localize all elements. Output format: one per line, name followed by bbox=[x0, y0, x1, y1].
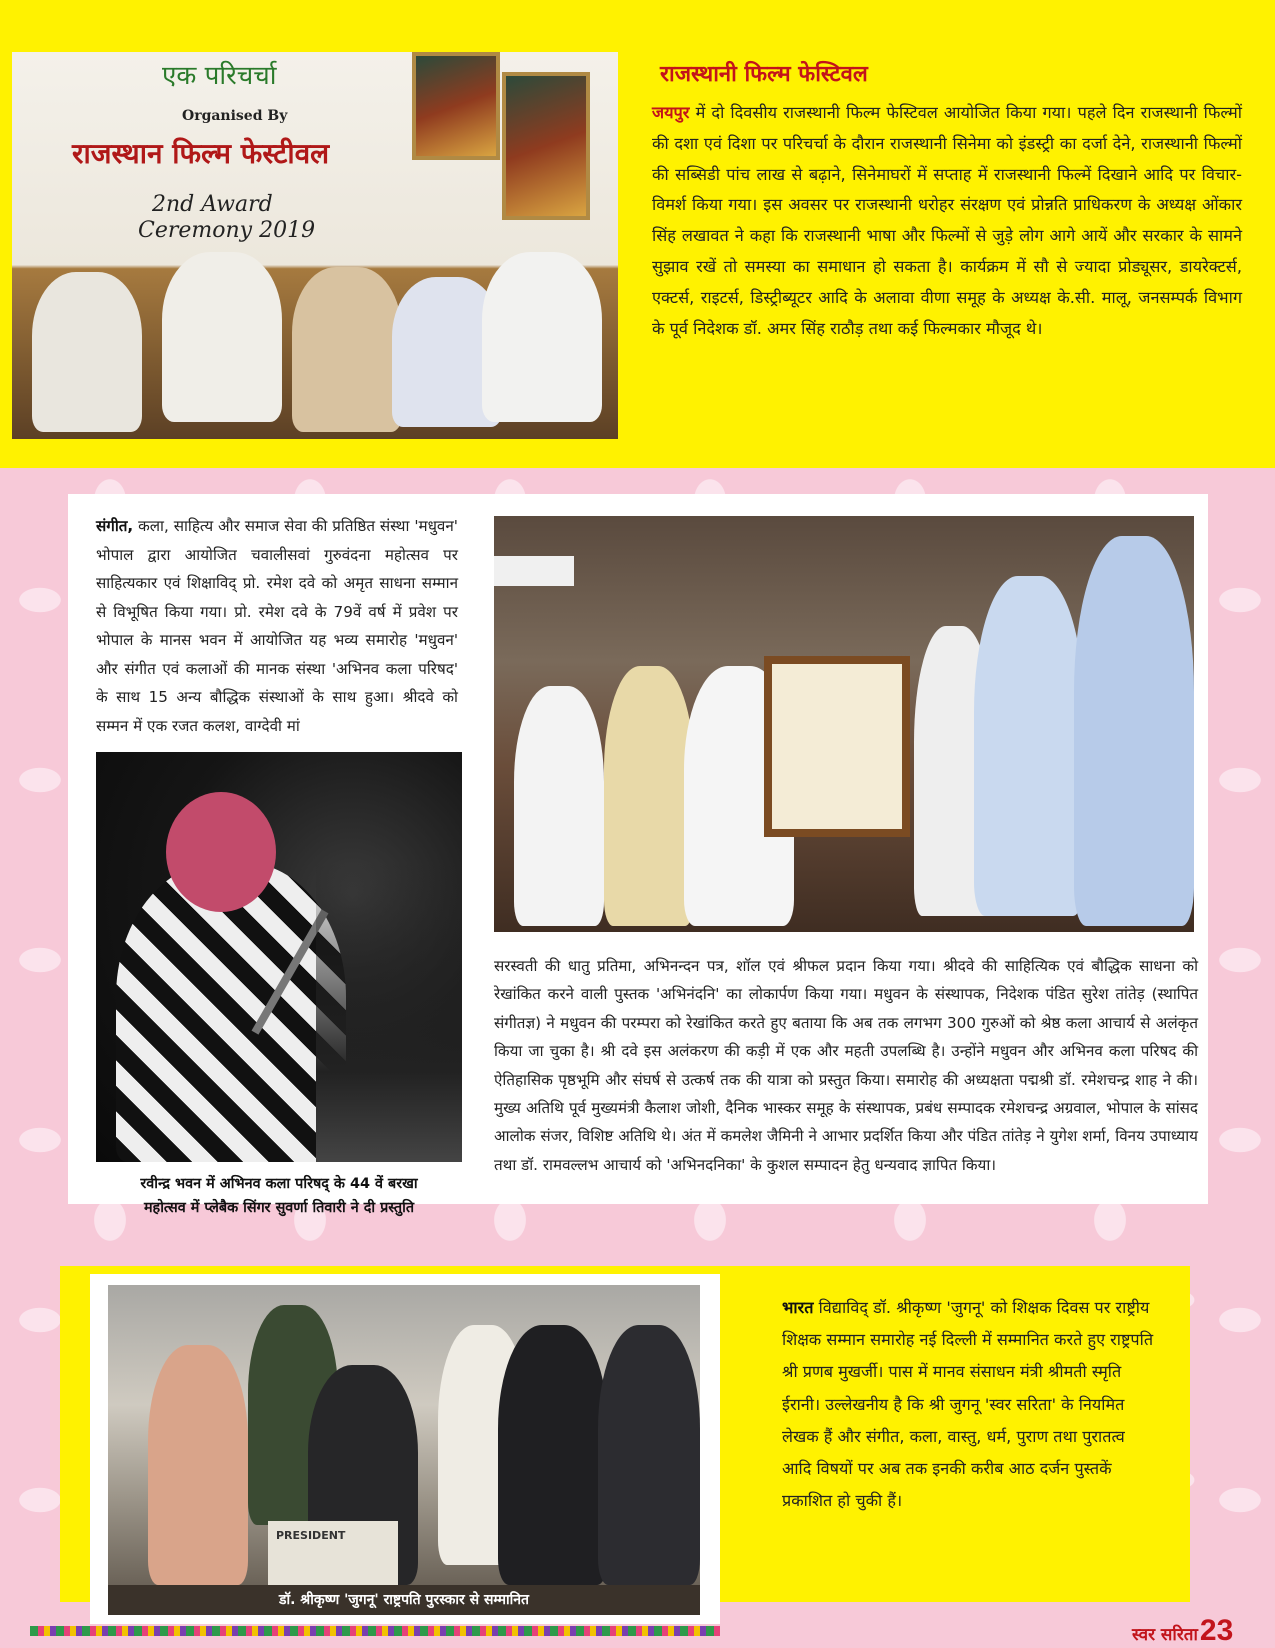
page-number: 23 bbox=[1199, 1614, 1234, 1647]
article-lead: जयपुर bbox=[652, 103, 690, 122]
banner-line-2: Organised By bbox=[182, 108, 288, 124]
singer-photo bbox=[96, 752, 462, 1162]
stage-equipment bbox=[316, 862, 462, 1162]
article-body bbox=[782, 1292, 1158, 1517]
standing-person bbox=[1074, 536, 1194, 926]
wall-painting bbox=[412, 52, 500, 160]
banner-line-5: Ceremony 2019 bbox=[138, 218, 316, 243]
singer-caption bbox=[96, 1172, 462, 1220]
article-lead: संगीत, bbox=[96, 517, 134, 535]
standing-person bbox=[498, 1325, 608, 1585]
seated-person bbox=[162, 252, 282, 422]
seated-person bbox=[292, 267, 402, 432]
seated-person bbox=[482, 252, 602, 422]
air-conditioner bbox=[494, 556, 574, 586]
article-text: में दो दिवसीय राजस्थानी फिल्म फेस्टिवल आयोजित किया गया। पहले दिन राजस्थानी फिल्मों की दशा एवं दिशा पर परिचर्चा के दौरान राजस्थानी सिनेमा को इंडस्ट्री का दर्जा देने, राजस्थानी फिल्मों की सब्सिडी पांच लाख से बढ़ाने, सिनेमाघरों में सप्ताह में राजस्थानी फिल्में दिखाने आदि पर विचार-विमर्श किया गया। इस अवसर पर राजस्थानी धरोहर संरक्षण एवं प्रोन्नति प्राधिकरण के अध्यक्ष ओंकार सिंह लखावत ने कहा कि राजस्थानी भाषा और फिल्मों से जुड़े लोग आगे आयें और सरकार के सामने सुझाव रखें तो समस्या का समाधान हो सकता है। कार्यक्रम में सौ से ज्यादा प्रोड्यूसर, डायरेक्टर्स, एक्टर्स, राइटर्स, डिस्ट्रीब्यूटर आदि के अलावा वीणा समूह के अध्यक्ष के.सी. मालू, जनसम्पर्क विभाग के पूर्व निदेशक डॉ. अमर सिंह राठौड़ तथा कई फिल्मकार मौजूद थे। bbox=[652, 103, 1242, 338]
singer-head bbox=[166, 792, 276, 912]
decorative-border bbox=[30, 1626, 720, 1636]
magazine-footer bbox=[1132, 1614, 1233, 1648]
banner-line-4: 2nd Award bbox=[152, 192, 273, 217]
citation-frame bbox=[764, 656, 910, 837]
president-photo-caption: डॉ. श्रीकृष्ण 'जुगनू' राष्ट्रपति पुरस्कार से सम्मानित bbox=[108, 1585, 700, 1615]
article-body bbox=[652, 98, 1242, 344]
standing-person bbox=[148, 1345, 248, 1585]
singer-caption-line-1: रवीन्द्र भवन में अभिनव कला परिषद् के 44 वें बरखा bbox=[140, 1176, 418, 1192]
magazine-name: स्वर सरिता bbox=[1132, 1625, 1198, 1645]
standing-person bbox=[604, 666, 694, 926]
award-ceremony-photo bbox=[494, 516, 1194, 932]
article-text: कला, साहित्य और समाज सेवा की प्रतिष्ठित संस्था 'मधुवन' भोपाल द्वारा आयोजित चवालीसवां गुरुवंदना महोत्सव पर साहित्यकार एवं शिक्षाविद् प्रो. रमेश दवे को अमृत साधना सम्मान से विभूषित किया गया। प्रो. रमेश दवे के 79वें वर्ष में प्रवेश पर भोपाल के मानस भवन में आयोजित यह भव्य समारोह 'मधुवन' और संगीत एवं कलाओं की मानक संस्था 'अभिनव कला परिषद' के साथ 15 अन्य बौद्धिक संस्थाओं के साथ हुआ। श्रीदवे को सम्मन में एक रजत कलश, वाग्देवी मां bbox=[96, 517, 458, 735]
article-text: विद्याविद् डॉ. श्रीकृष्ण 'जुगनू' को शिक्षक दिवस पर राष्ट्रीय शिक्षक सम्मान समारोह नई दिल्ली में सम्मानित करते हुए राष्ट्रपति श्री प्रणब मुखर्जी। पास में मानव संसाधन मंत्री श्रीमती स्मृति ईरानी। उल्लेखनीय है कि श्री जुगनू 'स्वर सरिता' के नियमित लेखक हैं और संगीत, कला, वास्तु, धर्म, पुराण तथा पुरातत्व आदि विषयों पर अब तक इनकी करीब आठ दर्जन पुस्तकें प्रकाशित हो चुकी हैं। bbox=[782, 1298, 1154, 1511]
article-title: राजस्थानी फिल्म फेस्टिवल bbox=[660, 62, 868, 87]
standing-person bbox=[598, 1325, 700, 1585]
wall-painting bbox=[502, 72, 590, 220]
article-body bbox=[96, 512, 458, 740]
film-festival-photo bbox=[12, 52, 618, 439]
article-body-continued: सरस्वती की धातु प्रतिमा, अभिनन्दन पत्र, शॉल एवं श्रीफल प्रदान किया गया। श्रीदवे की साहित्यिक एवं बौद्धिक साधना को रेखांकित करने वाली पुस्तक 'अभिनंदनि' का लोकार्पण किया गया। मधुवन के संस्थापक, निदेशक पंडित सुरेश तांतेड़ (स्थापित संगीतज्ञ) ने मधुवन की परम्परा को रेखांकित करते हुए बताया कि अब तक लगभग 300 गुरुओं को श्रेष्ठ कला आचार्य से अलंकृत किया जा चुका है। श्री दवे इस अलंकरण की कड़ी में एक और महती उपलब्धि है। उन्होंने मधुवन और अभिनव कला परिषद की ऐतिहासिक पृष्ठभूमि और संघर्ष से उत्कर्ष तक की यात्रा को प्रस्तुत किया। समारोह की अध्यक्षता पद्मश्री डॉ. रमेशचन्द्र शाह ने की। मुख्य अतिथि पूर्व मुख्यमंत्री कैलाश जोशी, दैनिक भास्कर समूह के संस्थापक, प्रबंध सम्पादक रमेशचन्द्र अग्रवाल, भोपाल के सांसद आलोक संजर, विशिष्ट अतिथि थे। अंत में कमलेश जैमिनी ने आभार प्रदर्शित किया और पंडित तांतेड़ ने युगेश शर्मा, विनय उपाध्याय तथा डॉ. रामवल्लभ आचार्य को 'अभिनदनिका' के कुशल सम्पादन हेतु धन्यवाद ज्ञापित किया। bbox=[494, 957, 1198, 1174]
president-award-photo bbox=[108, 1285, 700, 1585]
standing-person bbox=[514, 686, 604, 926]
article-lead: भारत bbox=[782, 1298, 814, 1317]
banner-line-1: एक परिचर्चा bbox=[162, 61, 277, 91]
singer-caption-line-2: महोत्सव में प्लेबैक सिंगर सुवर्णा तिवारी ने दी प्रस्तुति bbox=[143, 1200, 415, 1216]
standing-person bbox=[974, 576, 1084, 916]
podium bbox=[268, 1521, 398, 1585]
banner-line-3: राजस्थान फिल्म फेस्टीवल bbox=[72, 137, 330, 170]
seated-person bbox=[32, 272, 142, 432]
podium-label: PRESIDENT bbox=[276, 1529, 346, 1542]
